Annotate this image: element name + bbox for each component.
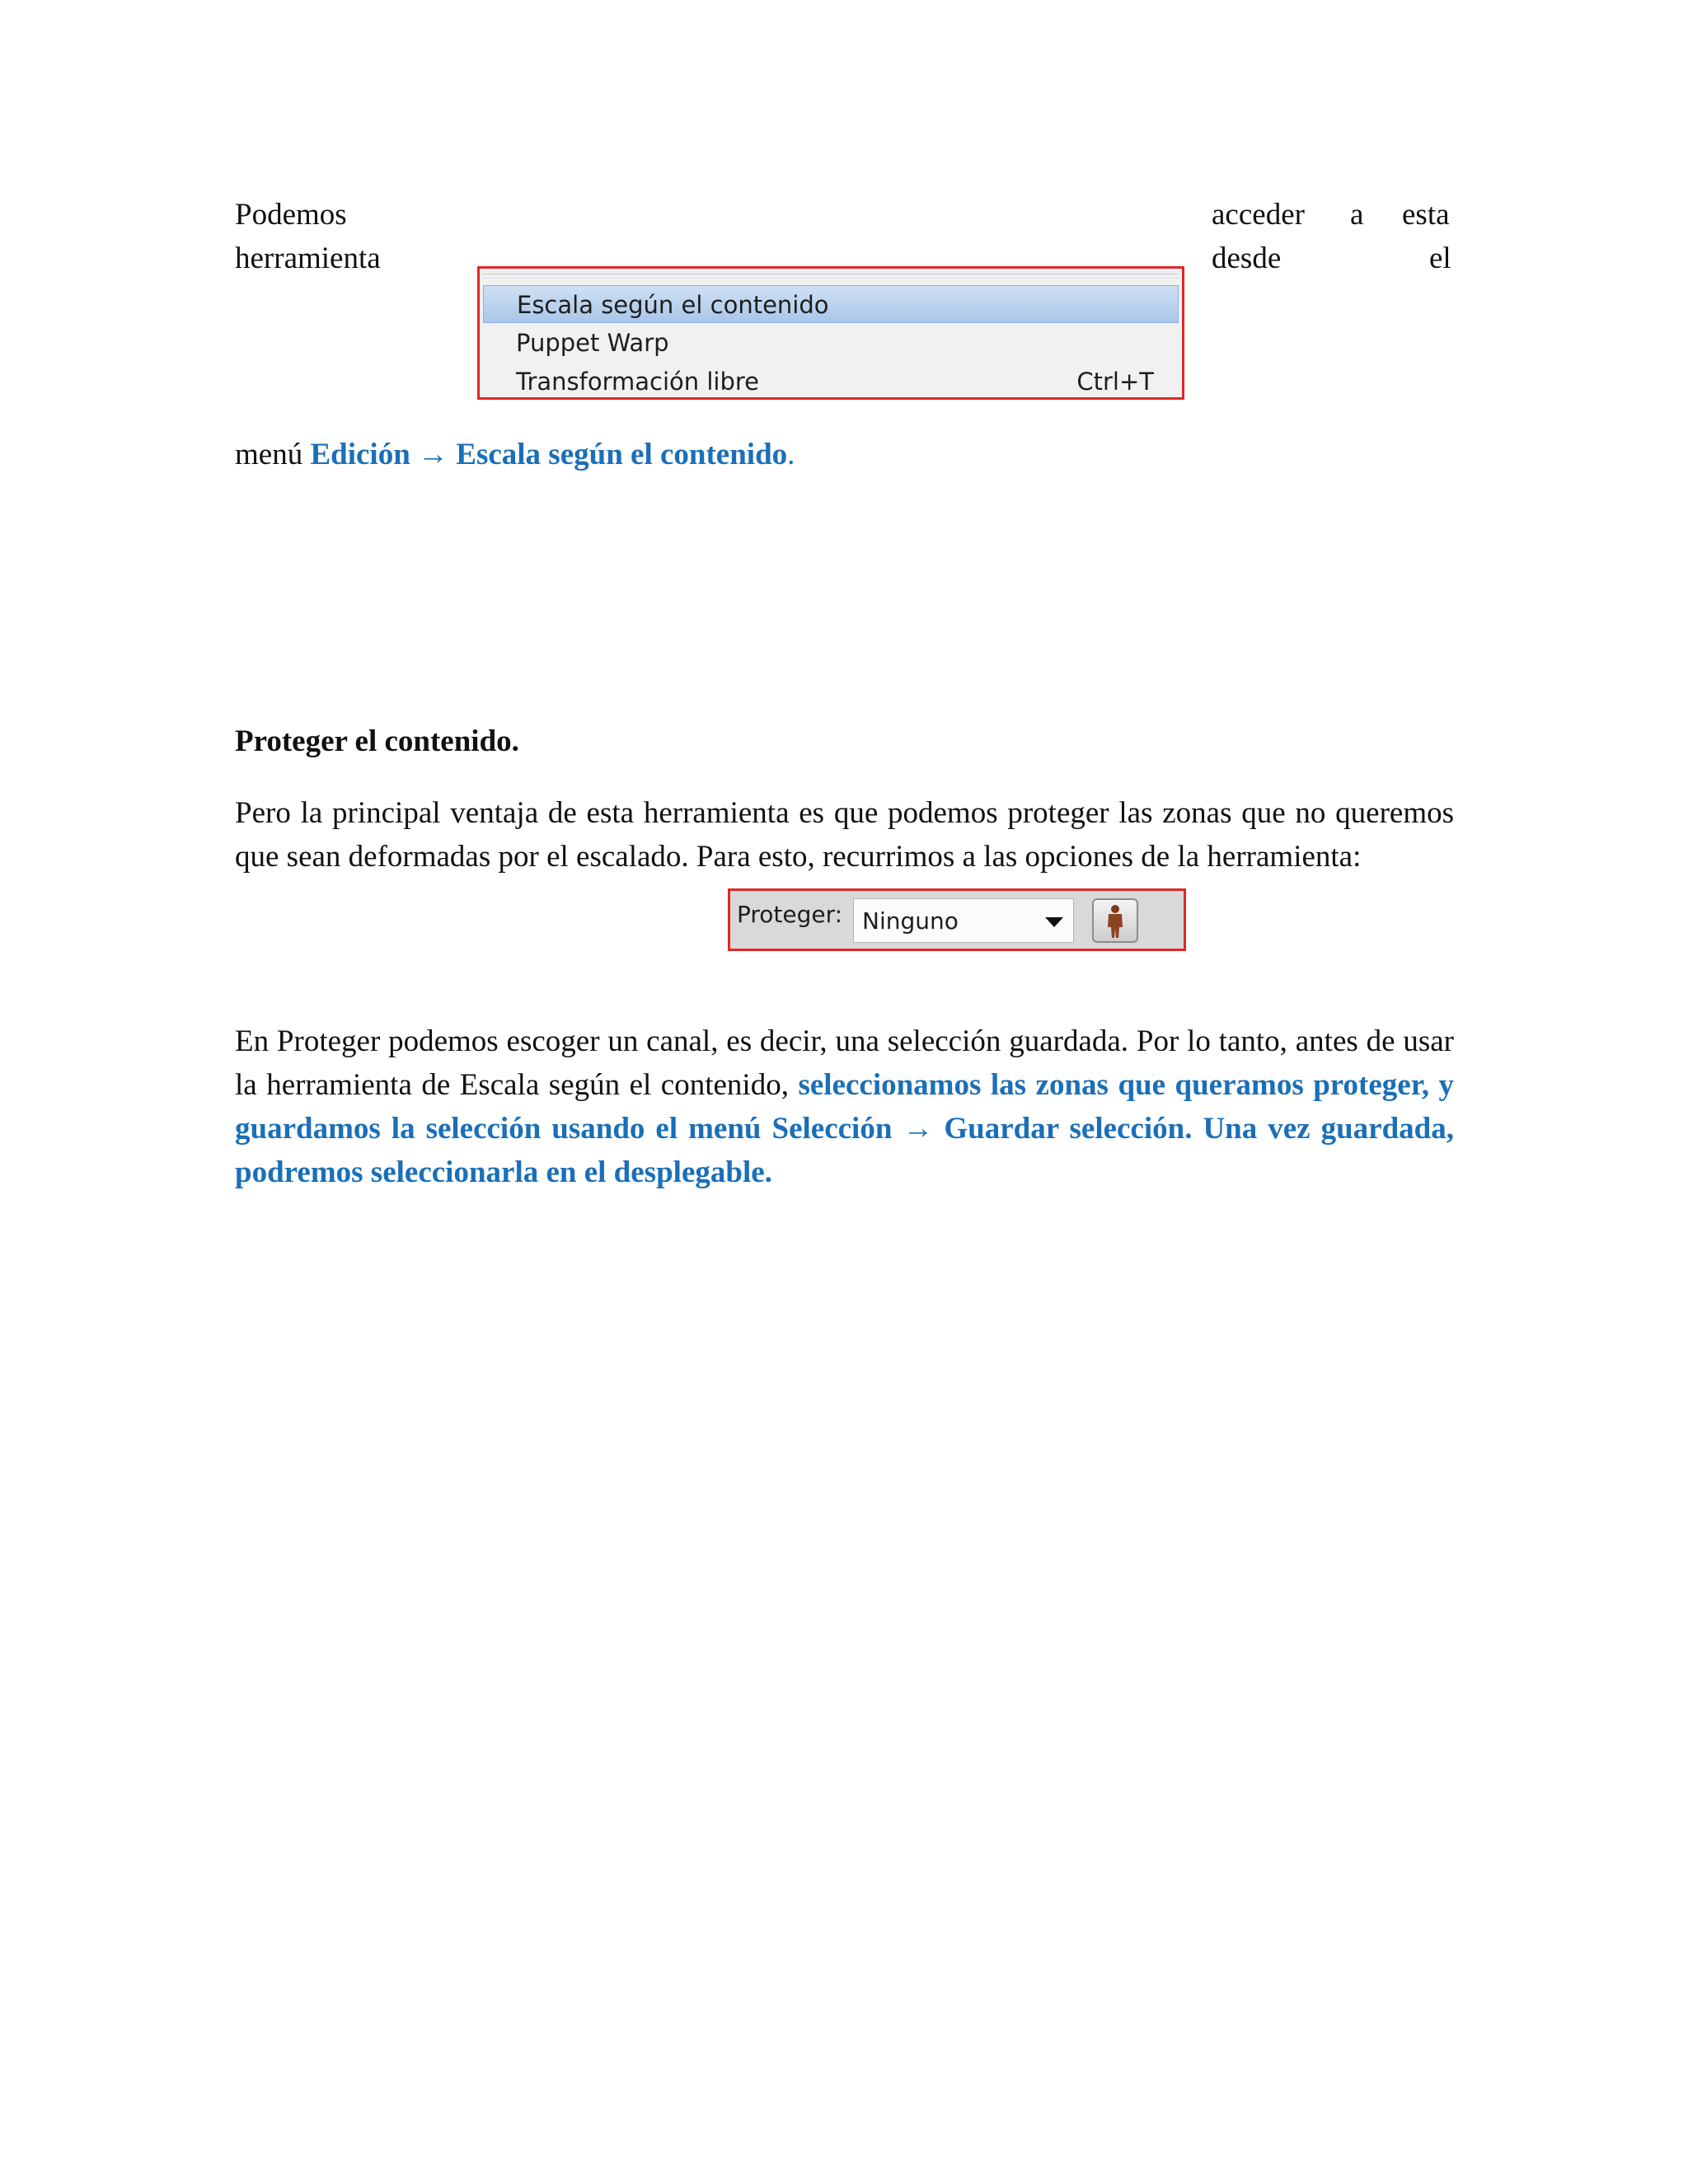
paragraph-highlighted-text: seleccionamos las zonas que queramos proteger, y guardamos la selección usando el menú Selección → Guardar selección. Una vez guardada, podremos seleccionarla en el desplegable. (235, 1068, 1454, 1189)
intro-word-herramienta: herramienta (235, 241, 381, 275)
person-icon (1094, 900, 1137, 941)
paragraph-protect-intro: Pero la principal ventaja de esta herramienta es que podemos proteger las zonas que no queremos que sean deformadas por el escalado. Para esto, recurrimos a las opciones de la herramienta: (235, 796, 1454, 874)
protect-dropdown[interactable] (853, 898, 1074, 943)
intro-word-desde: desde (1212, 241, 1282, 275)
menu-item-label: Escala según el contenido (517, 291, 829, 319)
chevron-down-icon (1045, 917, 1063, 927)
paragraph-plain-text: En Proteger podemos escoger un canal, es decir, una selección guardada. Por lo tanto, antes de usar la herramienta de Escala según el contenido, (235, 1024, 1454, 1102)
intro-word-a: a (1350, 198, 1364, 232)
menu-item-shortcut: Ctrl+T (1076, 368, 1154, 396)
paragraph-protect-details (235, 1019, 1454, 1194)
edit-menu-screenshot (477, 266, 1184, 400)
menu-path-link: Edición → Escala según el contenido (310, 438, 788, 471)
menu-item-label: Puppet Warp (516, 329, 669, 357)
intro-word-el: el (1429, 241, 1451, 275)
menu-path-suffix: . (787, 438, 795, 471)
menu-separator (483, 278, 1179, 279)
intro-word-acceder: acceder (1212, 198, 1305, 232)
menu-item-label: Transformación libre (516, 368, 760, 396)
intro-word-podemos: Podemos (235, 198, 347, 232)
menu-path-prefix: menú (235, 438, 311, 471)
protect-dropdown-value: Ninguno (862, 907, 959, 935)
protect-label: Proteger: (737, 901, 843, 928)
menu-item-content-aware-scale[interactable] (483, 285, 1179, 323)
intro-word-esta: esta (1402, 198, 1450, 232)
section-heading: Proteger el contenido. (235, 724, 519, 758)
protect-toolbar-screenshot (728, 888, 1186, 951)
protect-skin-tones-button[interactable] (1092, 898, 1138, 943)
menu-item-puppet-warp[interactable] (483, 324, 1179, 362)
intro-menu-path (235, 433, 795, 476)
menu-item-free-transform[interactable] (483, 363, 1179, 401)
